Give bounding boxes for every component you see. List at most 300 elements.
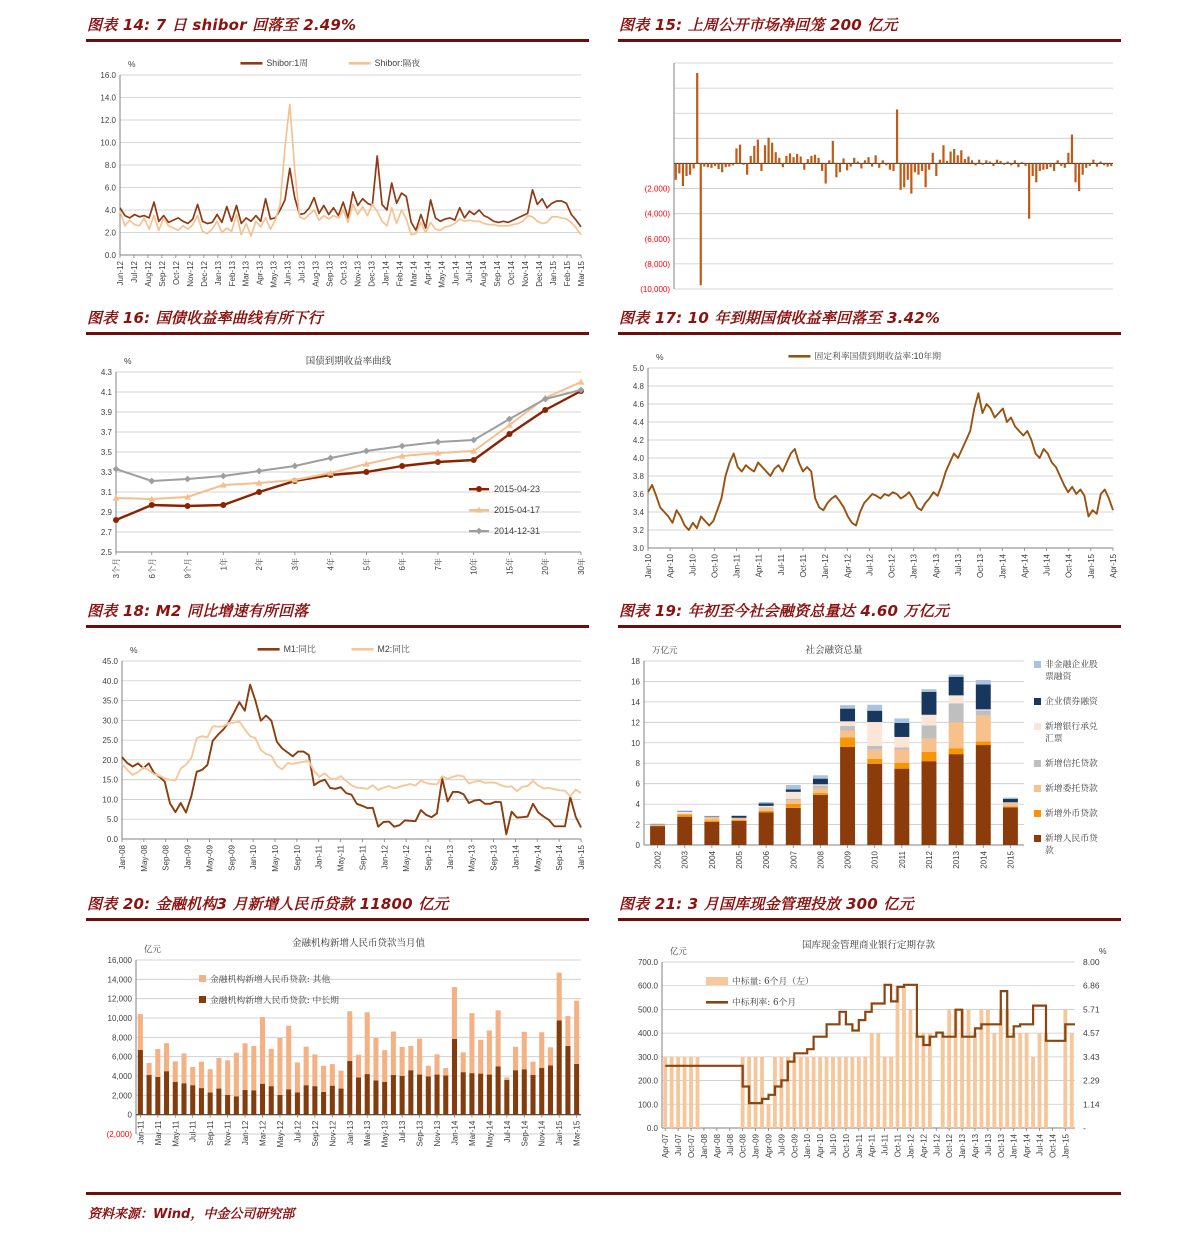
svg-text:12: 12: [631, 718, 640, 728]
figure-18-title: 图表 18: M2 同比增速有所回落: [86, 600, 589, 628]
svg-text:3.6: 3.6: [632, 490, 644, 499]
svg-text:Apr-13: Apr-13: [970, 1134, 980, 1159]
svg-text:May-09: May-09: [205, 845, 215, 872]
figure-20-title: 图表 20: 金融机构3 月新增人民币贷款 11800 亿元: [86, 893, 589, 921]
svg-text:非金融企业股: 非金融企业股: [1045, 659, 1098, 669]
svg-text:0.0: 0.0: [646, 1124, 658, 1133]
svg-text:Jun-13: Jun-13: [283, 261, 293, 286]
svg-text:3.5: 3.5: [100, 448, 112, 457]
svg-text:Oct-12: Oct-12: [887, 554, 897, 579]
svg-text:2009: 2009: [843, 851, 853, 869]
svg-text:Jan-12: Jan-12: [380, 845, 390, 870]
svg-text:May-11: May-11: [171, 1120, 181, 1147]
svg-text:Jul-14: Jul-14: [1042, 554, 1052, 576]
svg-text:Nov-12: Nov-12: [328, 1120, 338, 1147]
svg-text:4,000: 4,000: [111, 1072, 132, 1081]
svg-text:Jul-13: Jul-13: [398, 1120, 408, 1143]
svg-text:Shibor:1周: Shibor:1周: [266, 58, 309, 68]
svg-text:Apr-10: Apr-10: [666, 554, 676, 579]
svg-text:10.0: 10.0: [100, 138, 116, 148]
svg-text:7年: 7年: [433, 558, 443, 571]
svg-text:Jan-08: Jan-08: [118, 845, 127, 870]
svg-text:6: 6: [635, 779, 640, 789]
svg-text:Sep-09: Sep-09: [227, 845, 237, 871]
svg-text:Feb-15: Feb-15: [563, 261, 573, 287]
svg-text:Jul-14: Jul-14: [1035, 1134, 1045, 1156]
svg-text:14,000: 14,000: [107, 975, 132, 985]
svg-text:Sep-11: Sep-11: [206, 1120, 216, 1146]
svg-text:May-14: May-14: [485, 1120, 495, 1148]
svg-text:Feb-13: Feb-13: [227, 261, 237, 287]
svg-text:Jul-12: Jul-12: [129, 261, 139, 283]
svg-text:Oct-13: Oct-13: [976, 554, 986, 579]
svg-text:Jan-14: Jan-14: [998, 554, 1008, 579]
svg-text:4.57: 4.57: [1083, 1028, 1100, 1039]
svg-text:Jul-10: Jul-10: [829, 1134, 839, 1156]
svg-text:Oct-08: Oct-08: [738, 1134, 748, 1159]
svg-text:Jul-11: Jul-11: [188, 1120, 198, 1142]
svg-text:亿元: 亿元: [670, 946, 688, 956]
svg-text:Jul-13: Jul-13: [297, 261, 307, 283]
svg-text:2015: 2015: [1006, 851, 1016, 869]
figure-16-title: 图表 16: 国债收益率曲线有所下行: [86, 307, 589, 335]
svg-text:15年: 15年: [505, 558, 515, 575]
svg-text:国库现金管理商业银行定期存款: 国库现金管理商业银行定期存款: [801, 940, 936, 951]
svg-text:8.00: 8.00: [1083, 957, 1100, 967]
svg-text:6个月: 6个月: [147, 558, 157, 579]
svg-text:Jun-14: Jun-14: [451, 261, 461, 286]
svg-text:200.0: 200.0: [637, 1076, 658, 1086]
svg-text:0.0: 0.0: [104, 251, 116, 260]
svg-text:Jul-08: Jul-08: [725, 1134, 735, 1156]
svg-text:Mar-13: Mar-13: [241, 261, 251, 287]
svg-text:Oct-09: Oct-09: [790, 1134, 800, 1159]
figure-21-block: [618, 893, 1121, 1180]
svg-text:Aug-13: Aug-13: [311, 261, 321, 287]
svg-text:300.0: 300.0: [637, 1052, 658, 1062]
svg-text:Jan-11: Jan-11: [732, 554, 742, 578]
figure-14-chart: [86, 49, 589, 301]
svg-text:%: %: [1099, 946, 1107, 956]
svg-text:6.0: 6.0: [104, 183, 116, 193]
svg-text:Jan-09: Jan-09: [751, 1134, 761, 1159]
svg-text:1年: 1年: [219, 558, 229, 571]
svg-text:6年: 6年: [398, 558, 408, 571]
svg-text:Apr-10: Apr-10: [816, 1134, 826, 1159]
svg-text:2010: 2010: [870, 851, 880, 869]
svg-text:4.1: 4.1: [100, 388, 112, 397]
svg-text:100.0: 100.0: [637, 1100, 658, 1110]
svg-text:Nov-11: Nov-11: [223, 1120, 233, 1146]
svg-text:Oct-11: Oct-11: [799, 554, 808, 578]
svg-text:16,000: 16,000: [107, 956, 132, 965]
svg-text:Jan-10: Jan-10: [249, 845, 259, 870]
svg-text:Apr-09: Apr-09: [764, 1134, 774, 1159]
svg-text:5年: 5年: [362, 558, 372, 571]
svg-text:Apr-11: Apr-11: [867, 1134, 877, 1158]
svg-text:Apr-12: Apr-12: [919, 1134, 929, 1159]
figure-19-block: [618, 600, 1121, 887]
svg-text:2年: 2年: [255, 558, 265, 571]
svg-text:Sep-08: Sep-08: [161, 845, 171, 871]
svg-text:2.29: 2.29: [1083, 1075, 1100, 1086]
svg-text:3.4: 3.4: [632, 508, 644, 517]
figure-20-chart: [86, 928, 589, 1180]
svg-text:汇票: 汇票: [1045, 733, 1063, 743]
svg-text:8: 8: [635, 759, 640, 769]
svg-text:Sep-14: Sep-14: [555, 845, 565, 871]
svg-text:3.43: 3.43: [1083, 1051, 1100, 1062]
svg-text:May-13: May-13: [380, 1120, 390, 1148]
svg-text:4.8: 4.8: [632, 382, 644, 391]
svg-text:Dec-14: Dec-14: [535, 261, 545, 287]
svg-text:0: 0: [127, 1110, 132, 1120]
svg-text:新增银行承兑: 新增银行承兑: [1045, 721, 1098, 731]
svg-text:500.0: 500.0: [637, 1005, 658, 1015]
svg-text:6.86: 6.86: [1083, 980, 1100, 991]
svg-text:4: 4: [635, 800, 640, 810]
figure-15-chart: [618, 49, 1121, 301]
svg-text:Oct-10: Oct-10: [710, 554, 720, 579]
svg-text:(6,000): (6,000): [644, 234, 670, 244]
svg-text:2013: 2013: [952, 851, 962, 869]
svg-text:4.4: 4.4: [632, 418, 644, 427]
svg-text:Apr-14: Apr-14: [423, 261, 433, 286]
svg-text:14.0: 14.0: [100, 93, 116, 103]
svg-text:600.0: 600.0: [637, 981, 658, 991]
svg-text:Jan-13: Jan-13: [958, 1134, 968, 1159]
svg-text:Mar-14: Mar-14: [409, 261, 419, 287]
svg-text:10: 10: [631, 738, 640, 748]
svg-text:8.0: 8.0: [104, 161, 116, 170]
svg-text:新增外币贷款: 新增外币贷款: [1045, 808, 1098, 818]
figure-19-chart: [618, 635, 1121, 887]
svg-text:Nov-12: Nov-12: [185, 261, 195, 287]
svg-text:10,000: 10,000: [107, 1014, 132, 1023]
svg-text:700.0: 700.0: [637, 958, 658, 967]
svg-text:Jul-07: Jul-07: [674, 1134, 684, 1156]
svg-text:3个月: 3个月: [112, 558, 121, 579]
svg-text:2007: 2007: [789, 851, 799, 869]
svg-text:3.3: 3.3: [100, 468, 112, 477]
svg-text:Apr-14: Apr-14: [1020, 554, 1030, 579]
svg-text:Apr-08: Apr-08: [712, 1134, 722, 1159]
svg-text:Jul-11: Jul-11: [776, 554, 786, 576]
svg-text:Jan-08: Jan-08: [699, 1134, 709, 1159]
svg-text:(8,000): (8,000): [644, 259, 670, 269]
svg-text:25.0: 25.0: [102, 736, 118, 746]
svg-text:Sep-14: Sep-14: [520, 1120, 530, 1147]
svg-text:0.0: 0.0: [106, 835, 118, 844]
svg-text:Jan-15: Jan-15: [1086, 554, 1096, 579]
svg-text:Jan-15: Jan-15: [555, 1120, 565, 1146]
svg-text:新增信托贷款: 新增信托贷款: [1045, 758, 1098, 768]
svg-text:Jan-15: Jan-15: [549, 261, 559, 286]
svg-text:Jul-14: Jul-14: [465, 261, 475, 283]
figure-17-title: 图表 17: 10 年到期国债收益率回落至 3.42%: [618, 307, 1121, 335]
svg-text:16.0: 16.0: [100, 71, 116, 80]
svg-text:Jan-12: Jan-12: [821, 554, 831, 579]
svg-text:Oct-12: Oct-12: [171, 261, 181, 286]
svg-text:Apr-13: Apr-13: [255, 261, 265, 286]
figure-15-title: 图表 15: 上周公开市场净回笼 200 亿元: [618, 14, 1121, 42]
svg-text:2014-12-31: 2014-12-31: [494, 526, 541, 536]
figure-grid: [86, 14, 1121, 1186]
svg-text:%: %: [128, 59, 136, 69]
svg-text:Jul-13: Jul-13: [983, 1134, 993, 1156]
svg-text:(2,000): (2,000): [644, 184, 670, 194]
svg-text:2006: 2006: [762, 851, 772, 869]
svg-text:May-12: May-12: [275, 1120, 285, 1148]
svg-text:30年: 30年: [577, 558, 586, 575]
svg-text:Jan-13: Jan-13: [909, 554, 919, 579]
svg-text:May-10: May-10: [271, 845, 280, 872]
svg-text:3.0: 3.0: [632, 544, 644, 553]
svg-text:(10,000): (10,000): [640, 285, 670, 294]
svg-text:Jul-12: Jul-12: [293, 1120, 303, 1143]
figure-20-block: [86, 893, 589, 1180]
svg-text:Aug-12: Aug-12: [143, 261, 153, 287]
svg-text:Oct-07: Oct-07: [687, 1134, 697, 1159]
svg-text:万亿元: 万亿元: [652, 645, 678, 655]
svg-text:-: -: [1083, 1123, 1086, 1133]
svg-text:Oct-14: Oct-14: [1064, 554, 1074, 579]
svg-text:12,000: 12,000: [107, 994, 132, 1004]
svg-text:Nov-13: Nov-13: [433, 1120, 443, 1147]
svg-text:M2:同比: M2:同比: [377, 644, 410, 654]
svg-text:Oct-14: Oct-14: [507, 261, 517, 286]
svg-text:4.0: 4.0: [104, 206, 116, 215]
svg-text:35.0: 35.0: [102, 696, 118, 706]
svg-text:Nov-13: Nov-13: [353, 261, 363, 287]
svg-text:Sep-13: Sep-13: [489, 845, 499, 871]
svg-text:10.0: 10.0: [102, 795, 118, 805]
svg-text:2,000: 2,000: [111, 1091, 132, 1101]
svg-text:票融资: 票融资: [1045, 671, 1072, 681]
svg-text:Jul-09: Jul-09: [777, 1134, 787, 1156]
svg-text:Jun-12: Jun-12: [116, 261, 125, 286]
svg-text:(4,000): (4,000): [644, 209, 670, 219]
svg-text:3.9: 3.9: [100, 408, 112, 417]
svg-text:Jan-14: Jan-14: [511, 845, 521, 870]
svg-text:Mar-11: Mar-11: [153, 1120, 163, 1146]
svg-text:4年: 4年: [326, 558, 336, 571]
svg-text:14: 14: [631, 697, 640, 707]
svg-text:中标利率: 6个月: 中标利率: 6个月: [732, 998, 797, 1008]
svg-text:Jul-10: Jul-10: [688, 554, 698, 576]
svg-text:Jan-11: Jan-11: [854, 1134, 864, 1158]
svg-text:Jan-11: Jan-11: [314, 845, 324, 869]
svg-text:Sep-12: Sep-12: [310, 1120, 320, 1147]
figure-16-chart: [86, 342, 589, 594]
figure-17-block: [618, 307, 1121, 594]
footer: [86, 1192, 1121, 1222]
svg-text:Apr-07: Apr-07: [661, 1134, 671, 1159]
svg-text:Apr-14: Apr-14: [1022, 1134, 1032, 1159]
svg-text:Jul-12: Jul-12: [932, 1134, 942, 1156]
svg-text:2: 2: [635, 820, 640, 830]
svg-text:Jul-14: Jul-14: [502, 1120, 512, 1143]
svg-text:4.0: 4.0: [632, 454, 644, 463]
svg-text:1.14: 1.14: [1083, 1099, 1100, 1110]
svg-text:Jan-13: Jan-13: [213, 261, 223, 286]
svg-text:社会融资总量: 社会融资总量: [805, 645, 863, 656]
svg-text:Sep-12: Sep-12: [157, 261, 167, 287]
svg-text:5.0: 5.0: [632, 364, 644, 373]
svg-text:Jan-10: Jan-10: [644, 554, 653, 579]
svg-text:Nov-14: Nov-14: [537, 1120, 547, 1147]
svg-text:新增委托贷款: 新增委托贷款: [1045, 783, 1098, 793]
svg-text:18: 18: [631, 657, 640, 666]
figure-15-block: [618, 14, 1121, 301]
svg-text:5.0: 5.0: [106, 815, 118, 825]
svg-text:Sep-13: Sep-13: [325, 261, 335, 287]
svg-text:Jan-10: Jan-10: [803, 1134, 813, 1159]
svg-text:Mar-14: Mar-14: [467, 1120, 477, 1147]
svg-text:Jan-11: Jan-11: [136, 1120, 146, 1145]
svg-text:30.0: 30.0: [102, 716, 118, 726]
svg-text:20.0: 20.0: [102, 755, 118, 765]
svg-text:2011: 2011: [897, 851, 907, 869]
svg-text:15.0: 15.0: [102, 775, 118, 785]
figure-18-block: [86, 600, 589, 887]
svg-text:Dec-12: Dec-12: [199, 261, 209, 287]
figure-21-title: 图表 21: 3 月国库现金管理投放 300 亿元: [618, 893, 1121, 921]
svg-text:2003: 2003: [680, 851, 690, 869]
svg-text:2012: 2012: [925, 851, 934, 869]
svg-text:Oct-10: Oct-10: [841, 1134, 851, 1159]
svg-text:Apr-13: Apr-13: [931, 554, 941, 579]
svg-text:3年: 3年: [290, 558, 300, 571]
svg-text:金融机构新增人民币贷款: 其他: 金融机构新增人民币贷款: 其他: [210, 975, 331, 985]
svg-text:Jan-15: Jan-15: [1061, 1134, 1071, 1159]
svg-text:Jul-11: Jul-11: [880, 1134, 890, 1156]
svg-text:2015-04-23: 2015-04-23: [494, 484, 541, 494]
svg-text:6,000: 6,000: [111, 1052, 132, 1062]
svg-text:中标量: 6个月（左）: 中标量: 6个月（左）: [732, 977, 814, 987]
svg-text:Oct-14: Oct-14: [1048, 1134, 1058, 1159]
figure-21-chart: [618, 928, 1121, 1180]
svg-text:Jan-12: Jan-12: [241, 1120, 251, 1146]
svg-text:金融机构新增人民币贷款当月值: 金融机构新增人民币贷款当月值: [291, 938, 426, 949]
svg-text:Jan-15: Jan-15: [577, 845, 586, 870]
svg-text:3.8: 3.8: [632, 472, 644, 481]
figure-17-chart: [618, 342, 1121, 594]
svg-text:M1:同比: M1:同比: [283, 644, 316, 654]
svg-text:Sep-13: Sep-13: [415, 1120, 425, 1147]
svg-text:45.0: 45.0: [102, 657, 118, 666]
figure-18-chart: [86, 635, 589, 887]
svg-text:新增人民币贷: 新增人民币贷: [1045, 833, 1098, 843]
svg-text:Oct-12: Oct-12: [945, 1134, 955, 1159]
svg-text:Jan-14: Jan-14: [450, 1120, 460, 1146]
svg-text:2004: 2004: [707, 851, 717, 869]
figure-16-block: [86, 307, 589, 594]
svg-text:Shibor:隔夜: Shibor:隔夜: [374, 58, 421, 68]
svg-text:8,000: 8,000: [111, 1033, 132, 1043]
svg-text:固定利率国债到期收益率:10年期: 固定利率国债到期收益率:10年期: [814, 351, 942, 361]
svg-text:4.3: 4.3: [100, 368, 112, 377]
svg-text:Oct-13: Oct-13: [996, 1134, 1006, 1159]
svg-text:2.9: 2.9: [100, 508, 112, 517]
svg-text:Jan-14: Jan-14: [1009, 1134, 1019, 1159]
svg-text:Sep-14: Sep-14: [493, 261, 503, 287]
svg-text:Aug-14: Aug-14: [479, 261, 489, 287]
svg-text:亿元: 亿元: [144, 944, 162, 954]
svg-text:4.2: 4.2: [632, 436, 644, 445]
svg-text:Oct-11: Oct-11: [893, 1134, 903, 1158]
svg-text:2002: 2002: [653, 851, 663, 869]
svg-text:Oct-13: Oct-13: [339, 261, 349, 286]
svg-text:May-14: May-14: [533, 845, 543, 872]
svg-text:Sep-11: Sep-11: [358, 845, 368, 871]
svg-text:3.1: 3.1: [100, 488, 112, 497]
svg-text:5.71: 5.71: [1083, 1004, 1100, 1015]
svg-text:Mar-15: Mar-15: [572, 1120, 582, 1147]
svg-text:Mar-13: Mar-13: [363, 1120, 373, 1147]
svg-text:20年: 20年: [541, 558, 551, 575]
svg-text:4.6: 4.6: [632, 400, 644, 409]
svg-text:Mar-15: Mar-15: [577, 261, 586, 287]
svg-text:May-12: May-12: [402, 845, 412, 872]
svg-text:2.5: 2.5: [100, 548, 112, 557]
source-note: 资料来源：Wind，中金公司研究部: [88, 1207, 295, 1222]
svg-text:16: 16: [631, 677, 640, 687]
svg-text:Feb-14: Feb-14: [395, 261, 405, 287]
svg-text:2.0: 2.0: [104, 228, 116, 238]
svg-text:企业债券融资: 企业债券融资: [1045, 696, 1098, 706]
svg-text:Jan-09: Jan-09: [183, 845, 193, 870]
svg-text:2.7: 2.7: [100, 528, 112, 537]
svg-text:%: %: [656, 352, 664, 362]
svg-text:3.2: 3.2: [632, 526, 644, 535]
svg-text:May-13: May-13: [467, 845, 477, 872]
svg-text:0: 0: [635, 841, 640, 850]
svg-text:Apr-15: Apr-15: [1109, 554, 1118, 579]
svg-text:国债到期收益率曲线: 国债到期收益率曲线: [305, 356, 392, 367]
svg-text:Jul-13: Jul-13: [954, 554, 963, 576]
svg-text:Jan-12: Jan-12: [906, 1134, 916, 1159]
svg-text:2015-04-17: 2015-04-17: [494, 505, 541, 515]
svg-text:2014: 2014: [979, 851, 989, 869]
svg-text:May-13: May-13: [269, 261, 279, 288]
svg-text:金融机构新增人民币贷款: 中长期: 金融机构新增人民币贷款: 中长期: [210, 996, 339, 1006]
svg-text:2005: 2005: [735, 851, 744, 869]
figure-19-title: 图表 19: 年初至今社会融资总量达 4.60 万亿元: [618, 600, 1121, 628]
svg-text:Jan-14: Jan-14: [381, 261, 391, 286]
svg-text:9个月: 9个月: [183, 558, 193, 579]
svg-text:10年: 10年: [469, 558, 479, 575]
svg-text:Sep-10: Sep-10: [292, 845, 302, 871]
svg-text:May-14: May-14: [437, 261, 447, 288]
svg-text:Nov-14: Nov-14: [521, 261, 531, 287]
svg-text:Jan-13: Jan-13: [445, 845, 455, 870]
svg-text:12.0: 12.0: [100, 116, 116, 125]
svg-text:Mar-12: Mar-12: [258, 1120, 268, 1147]
svg-text:40.0: 40.0: [102, 676, 118, 686]
svg-text:Apr-12: Apr-12: [843, 554, 853, 579]
svg-text:400.0: 400.0: [637, 1029, 658, 1039]
svg-text:3.7: 3.7: [100, 428, 112, 437]
svg-text:款: 款: [1045, 845, 1054, 855]
svg-text:Jan-13: Jan-13: [345, 1120, 355, 1146]
svg-text:Dec-13: Dec-13: [367, 261, 377, 287]
svg-text:%: %: [130, 645, 138, 655]
svg-text:Jul-12: Jul-12: [865, 554, 875, 576]
svg-text:May-08: May-08: [139, 845, 149, 872]
figure-14-block: [86, 14, 589, 301]
svg-text:Apr-11: Apr-11: [754, 554, 764, 578]
